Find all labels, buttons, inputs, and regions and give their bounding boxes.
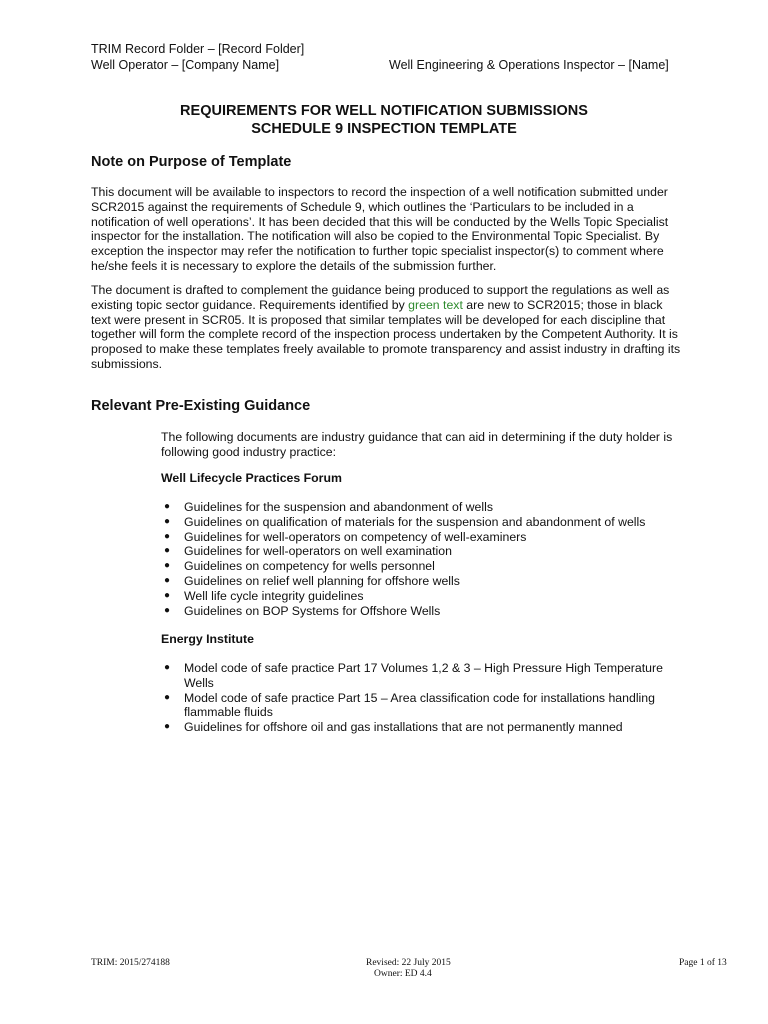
list-item-text: Model code of safe practice Part 17 Volumes 1,2 & 3 – High Pressure High Temperature Wells [184, 661, 663, 690]
footer-owner: Owner: ED 4.4 [374, 969, 432, 979]
wlpf-heading: Well Lifecycle Practices Forum [161, 471, 342, 485]
bullet-icon: ● [164, 604, 171, 616]
list-item [161, 515, 681, 530]
footer-trim: TRIM: 2015/274188 [91, 958, 170, 968]
list-item-text: Model code of safe practice Part 15 – Area classification code for installations handling flammable fluids [184, 690, 655, 720]
list-item [161, 720, 681, 735]
document-title-line1: REQUIREMENTS FOR WELL NOTIFICATION SUBMISSIONS [180, 103, 588, 119]
note-paragraph-2 [91, 283, 681, 372]
list-item-text: Guidelines on competency for wells personnel [184, 559, 435, 574]
para2-text-before: The document is drafted to complement the guidance being produced to support the regulations as well as existing topic sector guidance. Requirements identified by [91, 283, 670, 312]
list-item [161, 544, 681, 559]
list-item [161, 500, 681, 515]
header-record-folder: TRIM Record Folder – [Record Folder] [91, 42, 305, 56]
header-well-operator: Well Operator – [Company Name] [91, 58, 280, 72]
list-item [161, 589, 681, 604]
list-item-text: Guidelines for offshore oil and gas installations that are not permanently manned [184, 720, 623, 735]
bullet-icon: ● [164, 589, 171, 601]
list-item-text: Guidelines on BOP Systems for Offshore Wells [184, 603, 441, 618]
footer-revised: Revised: 22 July 2015 [366, 958, 451, 968]
list-item [161, 574, 681, 589]
bullet-icon: ● [164, 560, 171, 572]
list-item [161, 530, 681, 545]
list-item [161, 559, 681, 574]
bullet-icon: ● [164, 721, 171, 733]
list-item-text: Well life cycle integrity guidelines [184, 588, 364, 603]
wlpf-list [161, 500, 681, 618]
green-text-label: green text [408, 297, 463, 312]
guidance-heading: Relevant Pre-Existing Guidance [91, 398, 311, 414]
list-item [161, 604, 681, 619]
footer-page-number: Page 1 of 13 [679, 958, 727, 968]
list-item-text: Guidelines on qualification of materials for the suspension and abandonment of wells [184, 514, 646, 529]
list-item-text: Guidelines on relief well planning for offshore wells [184, 573, 460, 588]
bullet-icon: ● [164, 501, 171, 512]
para2-text-after: are new to SCR2015; those in black text were present in SCR05. It is proposed that similar templates will be developed for each discipline that together will form the complete record of the inspection process undertaken by the Competent Authority. It is proposed to make these templates freely available to promote transparency and assist industry in drafting its submissions. [91, 297, 681, 371]
note-heading: Note on Purpose of Template [91, 154, 292, 170]
list-item-text: Guidelines for well-operators on competency of well-examiners [184, 529, 527, 544]
bullet-icon: ● [164, 691, 171, 703]
list-item [161, 661, 681, 691]
list-item-text: Guidelines for well-operators on well examination [184, 544, 452, 559]
bullet-icon: ● [164, 530, 171, 542]
bullet-icon: ● [164, 662, 171, 673]
note-paragraph-1: This document will be available to inspectors to record the inspection of a well notification submitted under SCR2015 against the requirements of Schedule 9, which outlines the ‘Particulars to be included in a notification of well operations’. It has been decided that this will be conducted by the Wells Topic Specialist inspector for the installation. The notification will also be copied to the Environmental Topic Specialist. By exception the inspector may refer the notification to further topic specialist inspector(s) to comment where he/she feels it is necessary to explore the details of the submission further. [91, 185, 669, 273]
document-title-line2: SCHEDULE 9 INSPECTION TEMPLATE [251, 121, 517, 137]
header-inspector: Well Engineering & Operations Inspector – [Name] [389, 58, 669, 72]
ei-heading: Energy Institute [161, 632, 254, 646]
list-item-text: Guidelines for the suspension and abandonment of wells [184, 500, 493, 514]
list-item [161, 691, 681, 721]
guidance-intro: The following documents are industry guidance that can aid in determining if the duty holder is following good industry practice: [161, 430, 673, 459]
bullet-icon: ● [164, 545, 171, 557]
ei-list [161, 661, 681, 735]
bullet-icon: ● [164, 515, 171, 527]
bullet-icon: ● [164, 574, 171, 586]
